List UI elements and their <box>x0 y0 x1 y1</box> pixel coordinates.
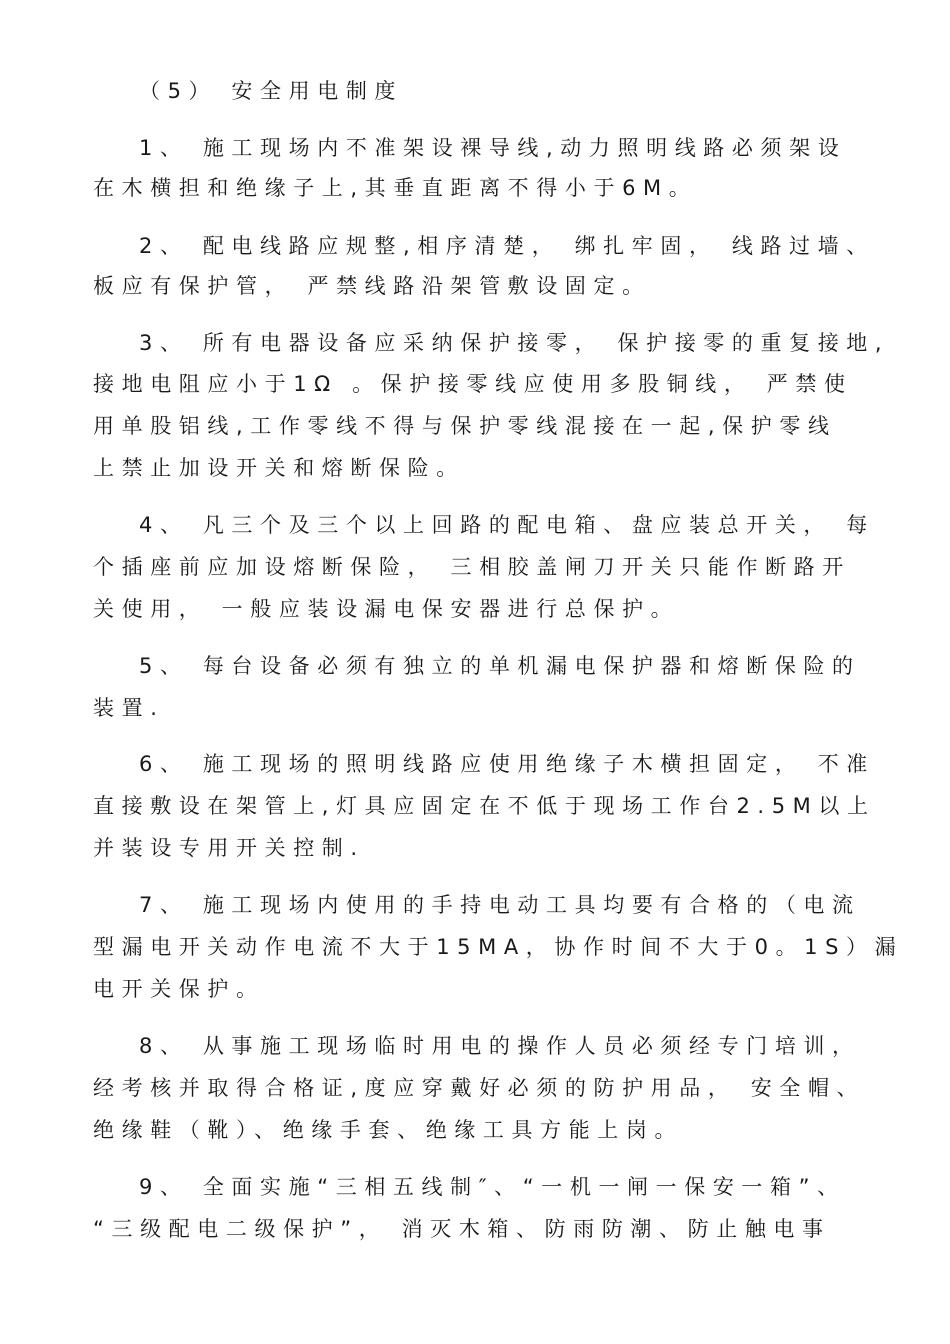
rule-4-line-1: 4、 凡三个及三个以上回路的配电箱、盘应装总开关， 每 <box>139 513 875 537</box>
rule-1-line-1: 1、 施工现场内不准架设裸导线,动力照明线路必须架设 <box>139 136 847 160</box>
rule-2-line-2: 板应有保护管， 严禁线路沿架管敷设固定。 <box>93 274 651 298</box>
rule-3-line-4: 上禁止加设开关和熔断保险。 <box>93 456 465 480</box>
rule-1-line-2: 在木横担和绝缘子上,其垂直距离不得小于6M。 <box>93 176 698 200</box>
rule-4-line-3: 关使用， 一般应装设漏电保安器进行总保护。 <box>93 597 680 621</box>
rule-9-line-2: “三级配电二级保护”， 消灭木箱、防雨防潮、防止触电事 <box>93 1217 831 1241</box>
rule-5-line-1: 5、 每台设备必须有独立的单机漏电保护器和熔断保险的 <box>139 654 861 678</box>
rule-6-line-1: 6、 施工现场的照明线路应使用绝缘子木横担固定， 不准 <box>139 752 875 776</box>
rule-2-line-1: 2、 配电线路应规整,相序清楚， 绑扎牢固， 线路过墙、 <box>139 234 875 258</box>
rule-8-line-3: 绝缘鞋（靴）、绝缘手套、绝缘工具方能上岗。 <box>93 1118 684 1142</box>
rule-3-line-1: 3、 所有电器设备应采纳保护接零， 保护接零的重复接地, <box>139 331 890 355</box>
rule-6-line-2: 直接敷设在架管上,灯具应固定在不低于现场工作台2.5M以上 <box>93 794 876 818</box>
section-title: （5） 安全用电制度 <box>139 79 404 103</box>
rule-7-line-2: 型漏电开关动作电流不大于15MA，协作时间不大于0。1S）漏 <box>93 935 904 959</box>
rule-4-line-2: 个插座前应加设熔断保险， 三相胶盖闸刀开关只能作断路开 <box>93 555 851 579</box>
rule-3-line-2: 接地电阻应小于1Ω 。保护接零线应使用多股铜线， 严禁使 <box>93 372 853 396</box>
rule-9-line-1: 9、 全面实施“三相五线制″、“一机一闸一保安一箱”、 <box>139 1175 846 1199</box>
rule-5-line-2: 装置. <box>93 696 165 720</box>
rule-8-line-1: 8、 从事施工现场临时用电的操作人员必须经专门培训， <box>139 1034 861 1058</box>
rule-7-line-1: 7、 施工现场内使用的手持电动工具均要有合格的（电流 <box>139 893 861 917</box>
rule-6-line-3: 并装设专用开关控制. <box>93 836 365 860</box>
rule-3-line-3: 用单股铝线,工作零线不得与保护零线混接在一起,保护零线 <box>93 414 837 438</box>
rule-8-line-2: 经考核并取得合格证,度应穿戴好必须的防护用品， 安全帽、 <box>93 1076 866 1100</box>
rule-7-line-3: 电开关保护。 <box>93 977 265 1001</box>
